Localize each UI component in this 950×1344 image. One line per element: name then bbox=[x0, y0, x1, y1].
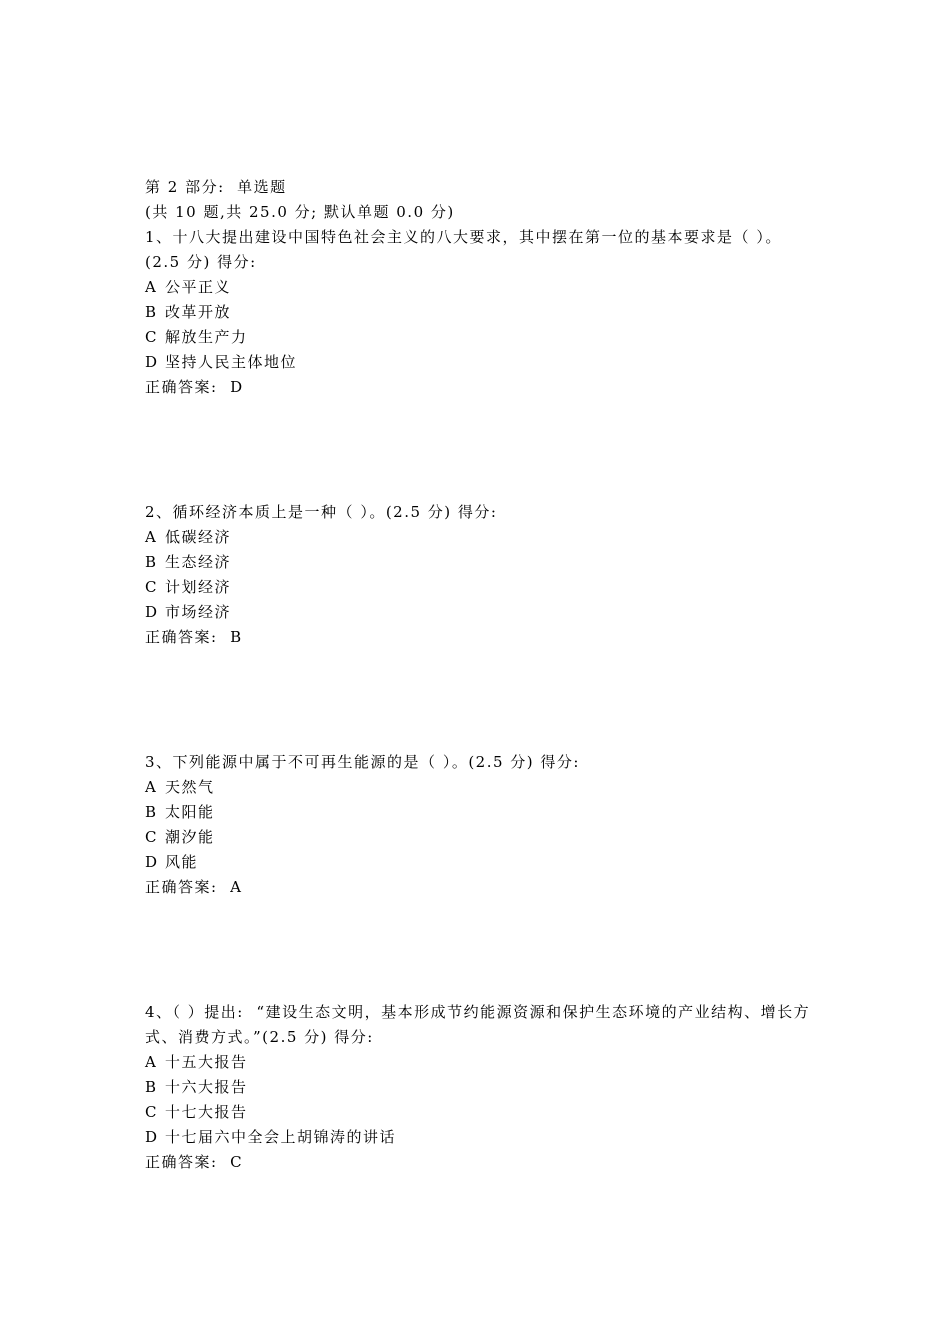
section-title: 第 2 部分: 单选题 bbox=[145, 178, 287, 196]
option-text: 生态经济 bbox=[165, 553, 232, 571]
question-text: 3、下列能源中属于不可再生能源的是（ ）。(2.5 分) 得分: bbox=[145, 753, 580, 771]
option-letter: A bbox=[145, 278, 158, 296]
option-letter: D bbox=[145, 603, 159, 621]
option-c bbox=[145, 1100, 815, 1125]
option-d bbox=[145, 1125, 815, 1150]
option-text: 计划经济 bbox=[165, 578, 232, 596]
option-letter: A bbox=[145, 1053, 158, 1071]
option-text: 坚持人民主体地位 bbox=[165, 353, 298, 371]
document-page bbox=[145, 175, 815, 1175]
option-b bbox=[145, 300, 815, 325]
option-d bbox=[145, 850, 815, 875]
option-letter: B bbox=[145, 553, 158, 571]
option-text: 十五大报告 bbox=[165, 1053, 248, 1071]
option-a bbox=[145, 275, 815, 300]
option-text: 十七届六中全会上胡锦涛的讲话 bbox=[165, 1128, 397, 1146]
option-text: 十六大报告 bbox=[165, 1078, 248, 1096]
option-a bbox=[145, 525, 815, 550]
option-letter: C bbox=[145, 828, 158, 846]
question-text: 2、循环经济本质上是一种（ ）。(2.5 分) 得分: bbox=[145, 503, 498, 521]
option-c bbox=[145, 575, 815, 600]
option-letter: A bbox=[145, 778, 158, 796]
correct-answer: 正确答案: B bbox=[145, 628, 243, 646]
option-a bbox=[145, 1050, 815, 1075]
correct-answer: 正确答案: D bbox=[145, 378, 244, 396]
correct-answer: 正确答案: C bbox=[145, 1153, 244, 1171]
option-b bbox=[145, 1075, 815, 1100]
option-text: 十七大报告 bbox=[165, 1103, 248, 1121]
option-b bbox=[145, 800, 815, 825]
section-summary: (共 10 题,共 25.0 分; 默认单题 0.0 分) bbox=[145, 203, 455, 221]
option-text: 公平正义 bbox=[165, 278, 232, 296]
question-3 bbox=[145, 750, 815, 900]
correct-answer: 正确答案: A bbox=[145, 878, 243, 896]
option-letter: A bbox=[145, 528, 158, 546]
option-letter: B bbox=[145, 803, 158, 821]
question-2 bbox=[145, 500, 815, 650]
option-text: 太阳能 bbox=[165, 803, 215, 821]
option-letter: D bbox=[145, 1128, 159, 1146]
option-letter: C bbox=[145, 1103, 158, 1121]
option-text: 解放生产力 bbox=[165, 328, 248, 346]
option-text: 风能 bbox=[165, 853, 199, 871]
option-text: 市场经济 bbox=[165, 603, 232, 621]
option-d bbox=[145, 350, 815, 375]
option-letter: D bbox=[145, 353, 159, 371]
option-text: 潮汐能 bbox=[165, 828, 215, 846]
option-letter: B bbox=[145, 1078, 158, 1096]
option-text: 天然气 bbox=[165, 778, 215, 796]
option-b bbox=[145, 550, 815, 575]
option-letter: B bbox=[145, 303, 158, 321]
option-c bbox=[145, 825, 815, 850]
option-c bbox=[145, 325, 815, 350]
option-text: 改革开放 bbox=[165, 303, 232, 321]
option-d bbox=[145, 600, 815, 625]
question-text: 1、十八大提出建设中国特色社会主义的八大要求，其中摆在第一位的基本要求是（ ）。(2.5 分) 得分: bbox=[145, 228, 782, 271]
question-4 bbox=[145, 1000, 815, 1175]
option-text: 低碳经济 bbox=[165, 528, 232, 546]
option-a bbox=[145, 775, 815, 800]
question-1 bbox=[145, 225, 815, 400]
option-letter: D bbox=[145, 853, 159, 871]
option-letter: C bbox=[145, 328, 158, 346]
question-text: 4、（ ）提出: “建设生态文明，基本形成节约能源资源和保护生态环境的产业结构、增长方式、消费方式。”(2.5 分) 得分: bbox=[145, 1003, 811, 1046]
option-letter: C bbox=[145, 578, 158, 596]
